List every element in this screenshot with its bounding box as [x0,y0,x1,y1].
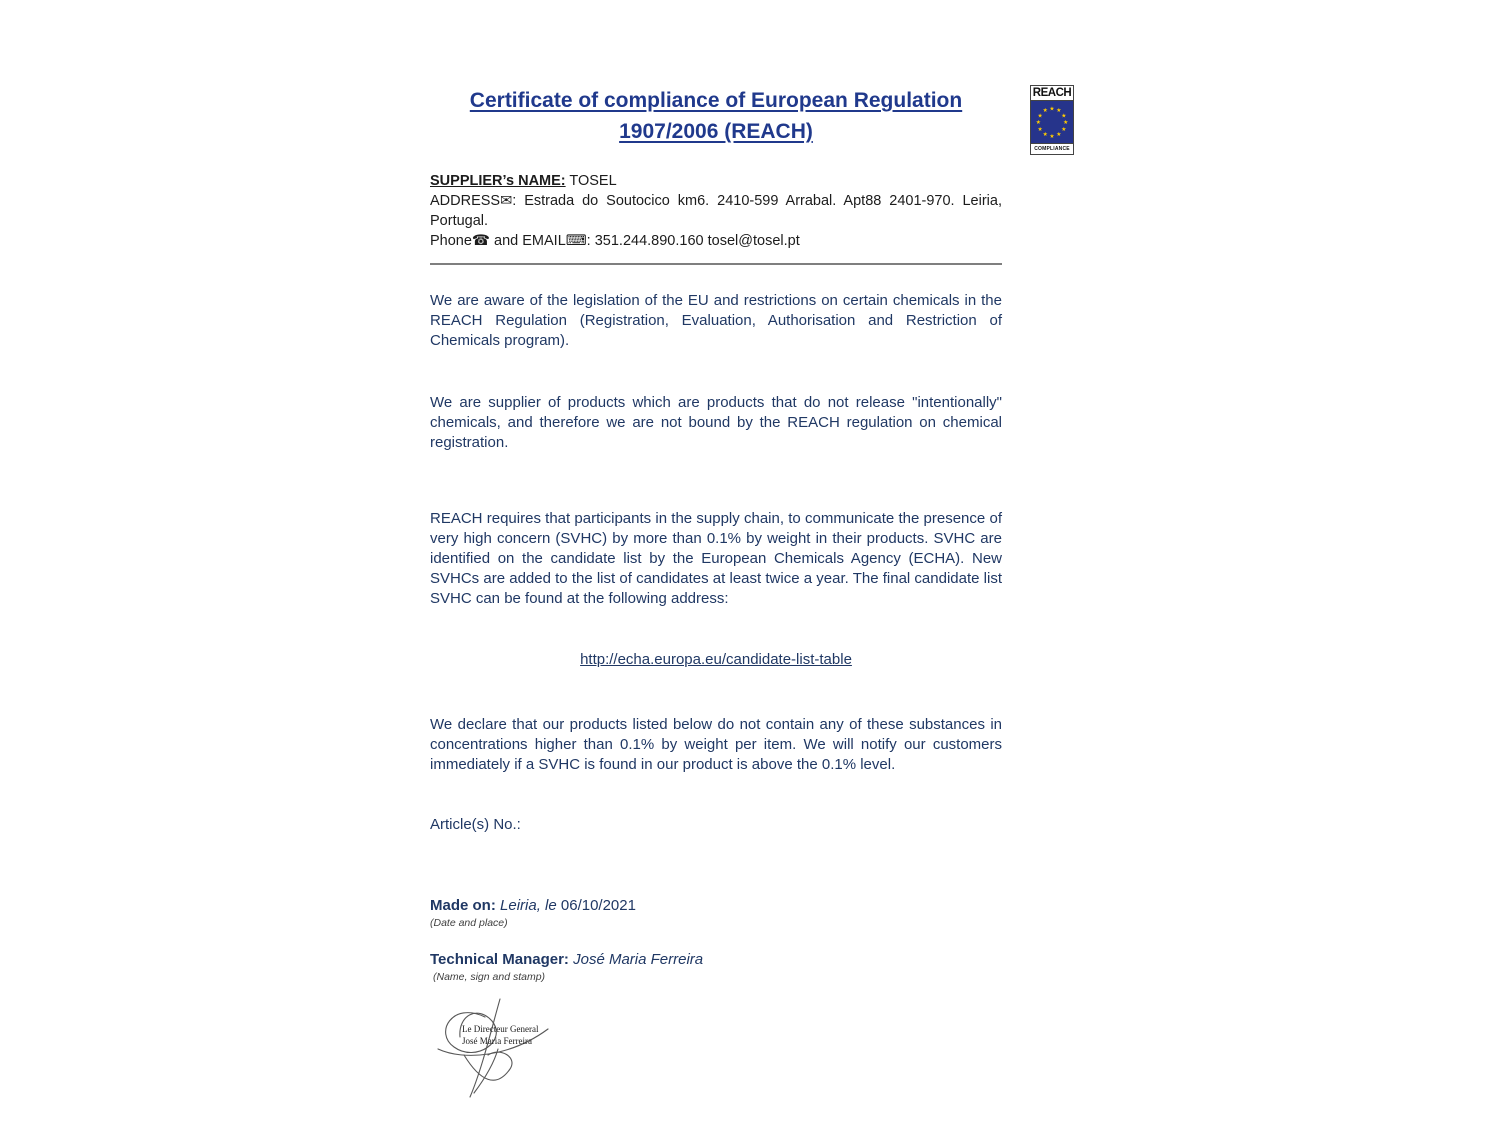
technical-manager-name: José Maria Ferreira [568,951,704,968]
signature-line-2: José Maria Ferreira [462,1036,532,1046]
candidate-list-link-row [430,651,1002,669]
svg-text:★: ★ [1049,133,1055,140]
supplier-name-label: SUPPLIER’s NAME: [430,173,566,189]
reach-logo-caption: COMPLIANCE [1031,143,1073,154]
made-on-date: 06/10/2021 [556,897,636,914]
svg-text:★: ★ [1037,113,1043,120]
made-on-label: Made on: [430,897,496,914]
made-on-place: Leiria, le [495,897,557,914]
svg-text:★: ★ [1049,106,1055,113]
paragraph-reach-requirements: REACH requires that participants in the supply chain, to communicate the presence of very high concern (SVHC) by more than 0.1% by weight in their products. SVHC are identified on the candidate list by the European Chemicals Agency (ECHA). New SVHCs are added to the list of candidates at least twice a year. The final candidate list SVHC can be found at the following address: [430,510,1002,607]
svg-text:★: ★ [1061,113,1067,120]
technical-manager-label: Technical Manager: [430,951,569,968]
svg-text:★: ★ [1056,131,1062,138]
technical-manager-line [430,951,1002,968]
svg-text:★: ★ [1063,120,1069,127]
supplier-contact-line: Phone☎ and EMAIL⌨: 351.244.890.160 tosel@tosel.pt [430,233,800,249]
divider [430,263,1002,265]
supplier-name-line [430,171,1002,191]
svg-text:★: ★ [1061,126,1067,133]
technical-manager-hint: (Name, sign and stamp) [433,971,546,983]
signature-line-1: Le Directeur General [462,1024,539,1034]
document-title [430,85,1002,147]
svg-text:★: ★ [1042,108,1048,115]
reach-compliance-logo [1030,85,1074,155]
signature-stamp-text [462,1023,538,1047]
title-line-1: Certificate of compliance of European Regulation [469,89,963,112]
svg-text:★: ★ [1035,120,1041,127]
supplier-name-value: TOSEL [565,173,617,189]
document-content [430,85,1002,1107]
supplier-block [430,171,1002,251]
made-on-hint: (Date and place) [430,917,508,929]
eu-stars-icon [1031,101,1073,143]
paragraph-supplier-statement: We are supplier of products which are products that do not release "intentionally" chemicals, and therefore we are not bound by the REACH regulation on chemical registration. [430,394,1002,451]
made-on-line [430,897,1002,914]
article-number-label: Article(s) No.: [430,816,521,833]
paragraph-declaration: We declare that our products listed below do not contain any of these substances in concentrations higher than 0.1% by weight per item. We will notify our customers immediately if a SVHC is found in our product is above the 0.1% level. [430,716,1002,773]
svg-text:★: ★ [1056,108,1062,115]
candidate-list-link[interactable]: http://echa.europa.eu/candidate-list-table [580,651,852,668]
title-line-2: 1907/2006 (REACH) [619,120,813,143]
reach-logo-text: REACH [1032,87,1072,99]
signature-area [430,997,600,1107]
svg-text:★: ★ [1037,126,1043,133]
supplier-address-line: ADDRESS✉: Estrada do Soutocico km6. 2410-599 Arrabal. Apt88 2401-970. Leiria, Portugal. [430,193,1002,229]
svg-text:★: ★ [1042,131,1048,138]
signature-scribble-icon [430,997,600,1107]
paragraph-awareness: We are aware of the legislation of the EU and restrictions on certain chemicals in the REACH Regulation (Registration, Evaluation, Authorisation and Restriction of Chemicals program). [430,292,1002,349]
